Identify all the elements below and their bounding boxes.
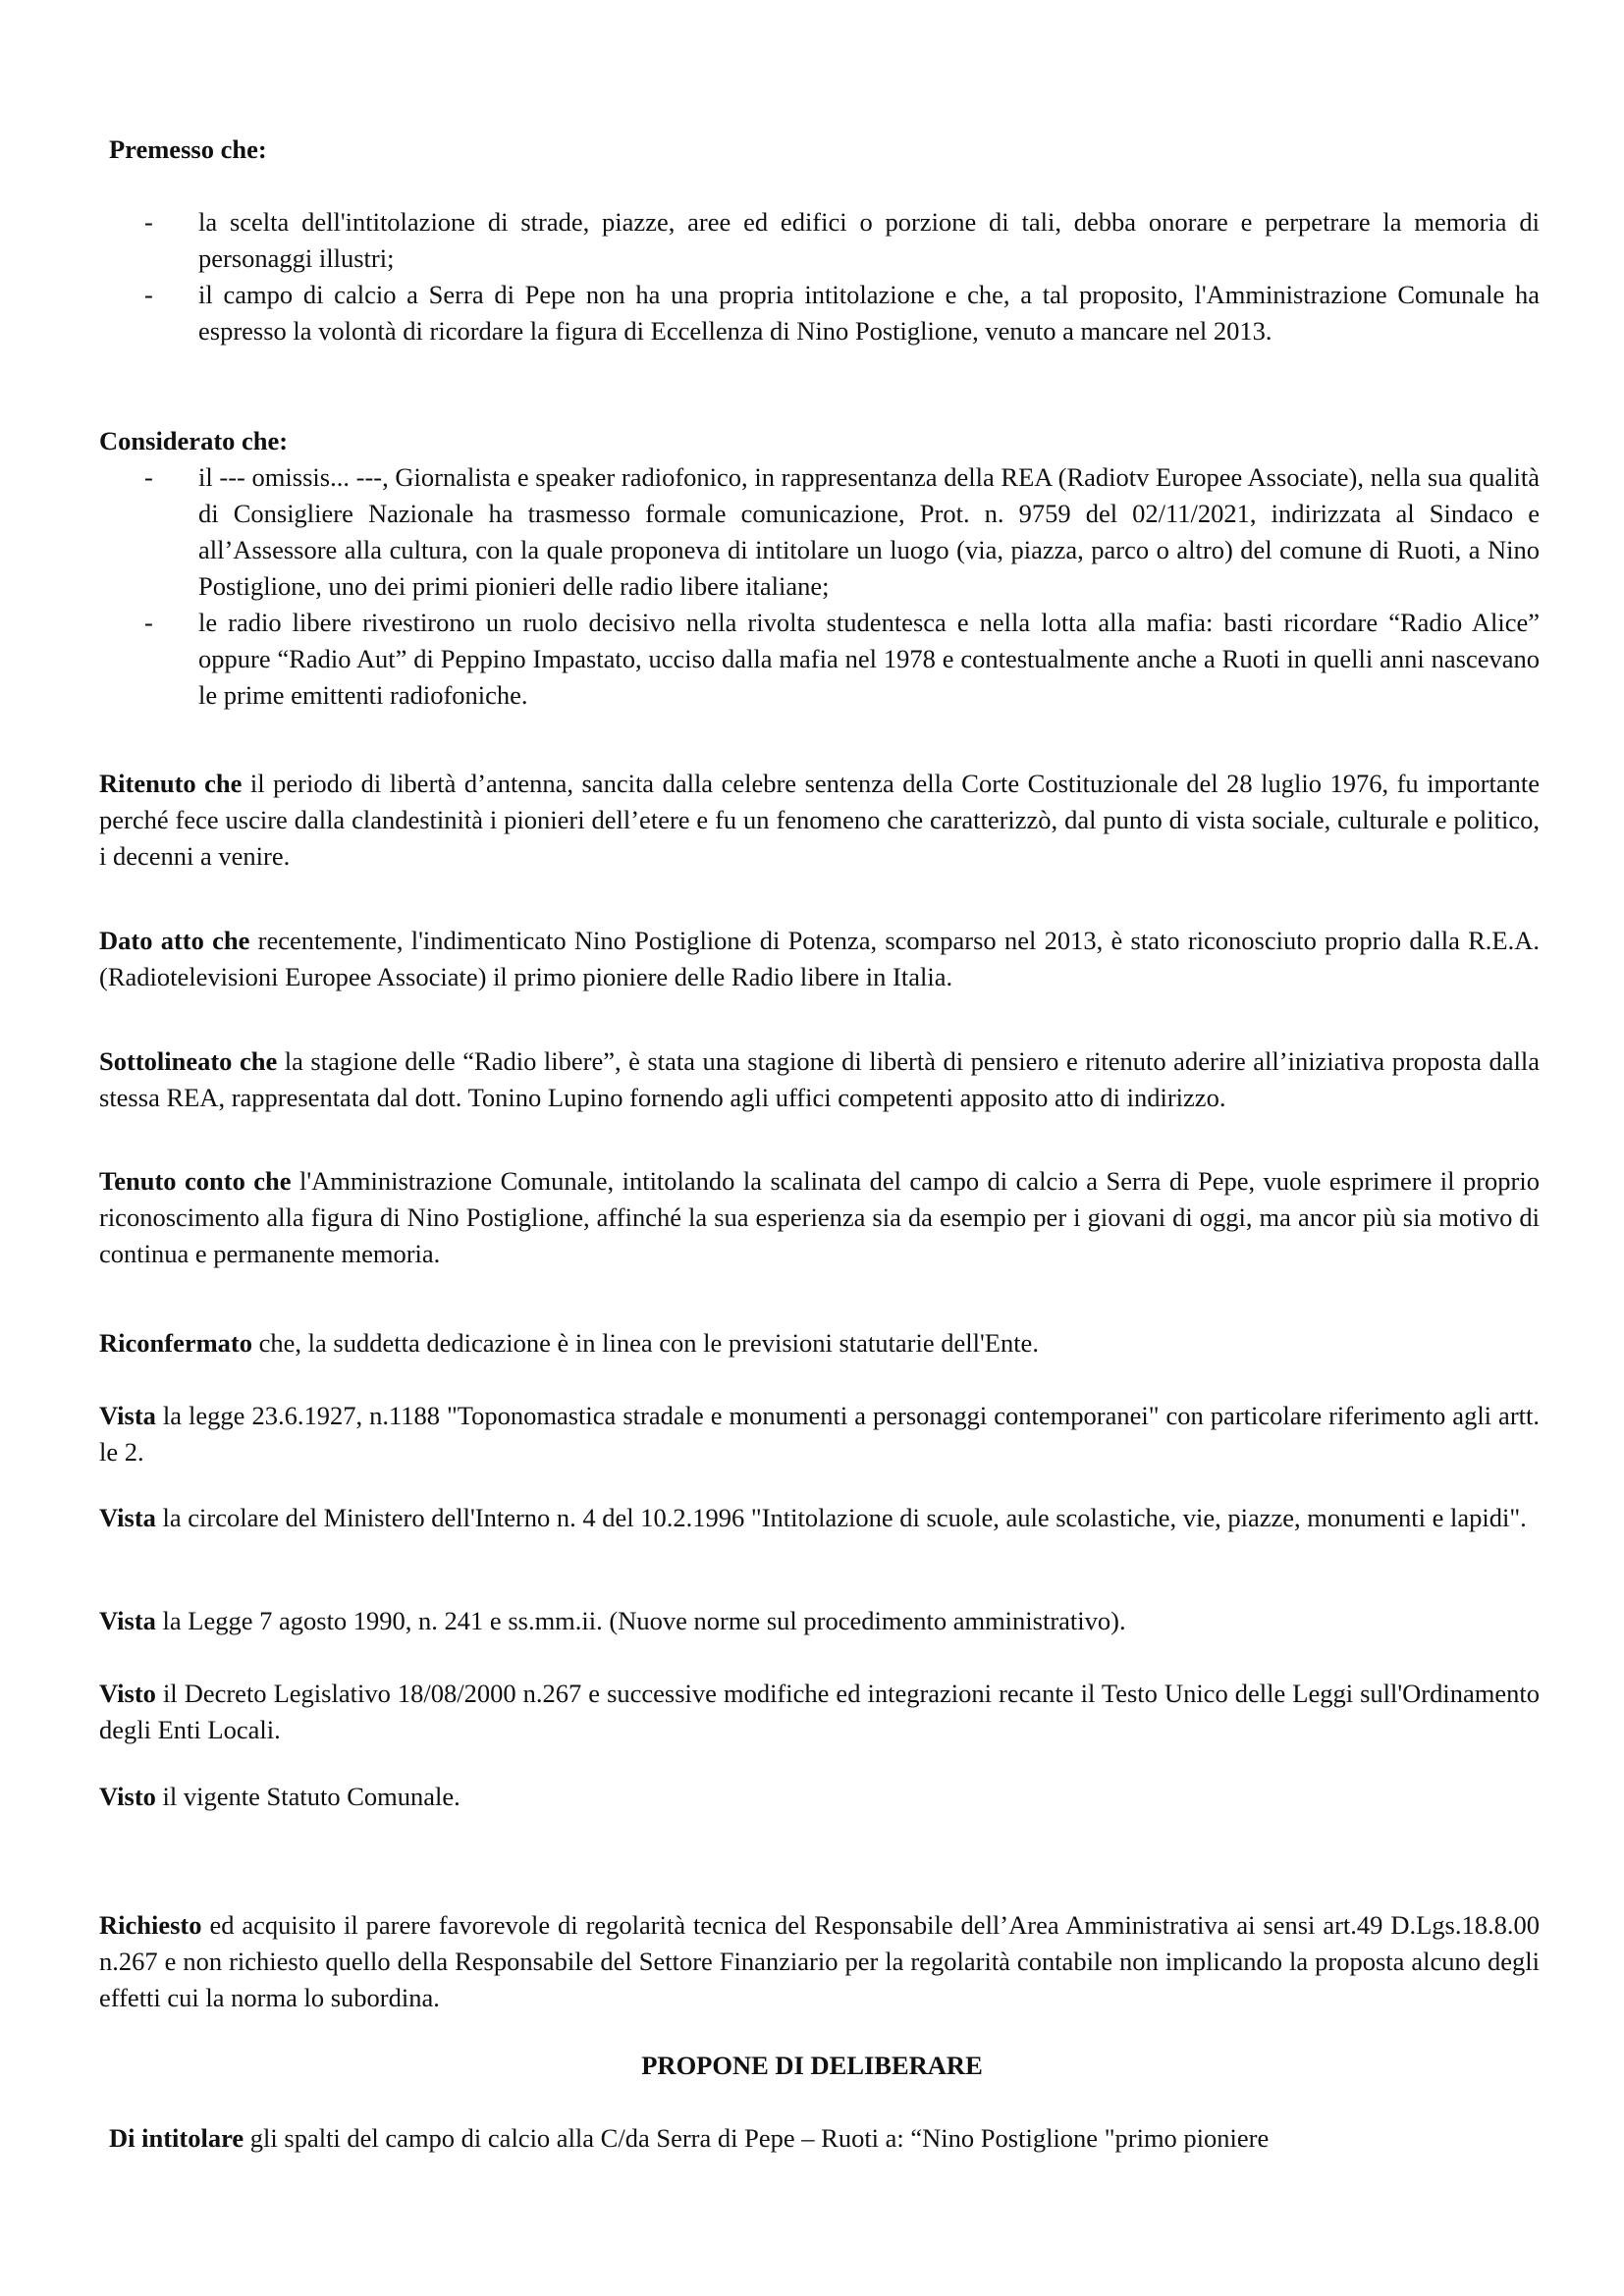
paragraph-text: gli spalti del campo di calcio alla C/da Serra di Pepe – Ruoti a: “Nino Postiglione "primo pioniere: [244, 2123, 1270, 2153]
list-item: [99, 277, 1540, 349]
paragraph-visto-decreto: [99, 1676, 1540, 1748]
propone-title: PROPONE DI DELIBERARE: [641, 2051, 983, 2080]
premesso-heading: Premesso che:: [109, 134, 267, 164]
dash-bullet: -: [144, 207, 153, 237]
paragraph-keyword: Vista: [99, 1503, 156, 1532]
paragraph-text: l'Amministrazione Comunale, intitolando la scalinata del campo di calcio a Serra di Pepe, vuole esprimere il proprio riconoscimento alla figura di Nino Postiglione, affinché la sua esperienza sia da esempio per i giovani di oggi, ma ancor più sia motivo di continua e permanente memoria.: [99, 1166, 1540, 1268]
paragraph-keyword: Tenuto conto che: [99, 1166, 292, 1196]
paragraph-riconfermato: [99, 1325, 1540, 1362]
paragraph-keyword: Riconfermato: [99, 1328, 252, 1358]
paragraph-sottolineato: [99, 1043, 1540, 1116]
paragraph-text: la Legge 7 agosto 1990, n. 241 e ss.mm.ii. (Nuove norme sul procedimento amministrativo).: [155, 1606, 1126, 1635]
paragraph-keyword: Ritenuto che: [99, 769, 243, 798]
paragraph-keyword: Di intitolare: [109, 2123, 244, 2153]
list-item-text: le radio libere rivestirono un ruolo decisivo nella rivolta studentesca e nella lotta alla mafia: basti ricordare “Radio Alice” oppure “Radio Aut” di Peppino Impastato, ucciso dalla mafia nel 1978 e contestualmente anche a Ruoti in quelli anni nascevano le prime emittenti radiofoniche.: [198, 608, 1540, 710]
list-item-text: il --- omissis... ---, Giornalista e speaker radiofonico, in rappresentanza della REA (Radiotv Europee Associate), nella sua qualità di Consigliere Nazionale ha trasmesso formale comunicazione, Prot. n. 9759 del 02/11/2021, indirizzata al Sindaco e all’Assessore alla cultura, con la quale proponeva di intitolare un luogo (via, piazza, parco o altro) del comune di Ruoti, a Nino Postiglione, uno dei primi pionieri delle radio libere italiane;: [198, 462, 1540, 601]
paragraph-text: il periodo di libertà d’antenna, sancita dalla celebre sentenza della Corte Costituzionale del 28 luglio 1976, fu importante perché fece uscire dalla clandestinità i pionieri dell’etere e fu un fenomeno che caratterizzò, dal punto di vista sociale, culturale e politico, i decenni a venire.: [99, 769, 1540, 871]
dash-bullet: -: [144, 462, 153, 492]
paragraph-richiesto: [99, 1907, 1540, 2016]
list-item-text: il campo di calcio a Serra di Pepe non ha una propria intitolazione e che, a tal proposito, l'Amministrazione Comunale ha espresso la volontà di ricordare la figura di Eccellenza di Nino Postiglione, venuto a mancare nel 2013.: [198, 280, 1540, 346]
paragraph-text: il Decreto Legislativo 18/08/2000 n.267 e successive modifiche ed integrazioni recante il Testo Unico delle Leggi sull'Ordinamento degli Enti Locali.: [99, 1679, 1540, 1744]
premesso-list: [99, 204, 1540, 349]
paragraph-text: recentemente, l'indimenticato Nino Postiglione di Potenza, scomparso nel 2013, è stato riconosciuto proprio dalla R.E.A. (Radiotelevisioni Europee Associate) il primo pioniere delle Radio libere in Italia.: [99, 926, 1540, 991]
paragraph-text: la circolare del Ministero dell'Interno n. 4 del 10.2.1996 "Intitolazione di scuole, aule scolastiche, vie, piazze, monumenti e lapidi".: [155, 1503, 1527, 1532]
paragraph-vista-legge-241: [99, 1603, 1540, 1639]
paragraph-tenuto-conto: [99, 1163, 1540, 1272]
paragraph-text: il vigente Statuto Comunale.: [155, 1782, 460, 1811]
list-item-text: la scelta dell'intitolazione di strade, piazze, aree ed edifici o porzione di tali, debba onorare e perpetrare la memoria di personaggi illustri;: [198, 207, 1540, 273]
list-item: [99, 459, 1540, 605]
list-item: [99, 204, 1540, 277]
paragraph-text: la legge 23.6.1927, n.1188 "Toponomastica stradale e monumenti a personaggi contemporanei" con particolare riferimento agli artt. le 2.: [99, 1401, 1540, 1467]
paragraph-text: ed acquisito il parere favorevole di regolarità tecnica del Responsabile dell’Area Amministrativa ai sensi art.49 D.Lgs.18.8.00 n.267 e non richiesto quello della Responsabile del Settore Finanziario per la regolarità contabile non implicando la proposta alcuno degli effetti cui la norma lo subordina.: [99, 1910, 1540, 2012]
paragraph-text: che, la suddetta dedicazione è in linea con le previsioni statutarie dell'Ente.: [252, 1328, 1039, 1358]
paragraph-dato-atto: [99, 923, 1540, 995]
paragraph-ritenuto: [99, 766, 1540, 875]
dash-bullet: -: [144, 280, 153, 309]
paragraph-keyword: Visto: [99, 1679, 156, 1708]
paragraph-keyword: Richiesto: [99, 1910, 202, 1940]
paragraph-keyword: Sottolineato che: [99, 1046, 278, 1076]
paragraph-keyword: Vista: [99, 1606, 156, 1635]
considerato-heading: Considerato che:: [99, 426, 289, 455]
dash-bullet: -: [144, 608, 153, 637]
paragraph-text: la stagione delle “Radio libere”, è stata una stagione di libertà di pensiero e ritenuto aderire all’iniziativa proposta dalla stessa REA, rappresentata dal dott. Tonino Lupino fornendo agli uffici competenti apposito atto di indirizzo.: [99, 1046, 1540, 1112]
considerato-list: [99, 459, 1540, 714]
paragraph-keyword: Visto: [99, 1782, 156, 1811]
paragraph-vista-circolare: [99, 1500, 1540, 1536]
list-item: [99, 605, 1540, 714]
paragraph-vista-legge: [99, 1398, 1540, 1470]
paragraph-di-intitolare: [109, 2120, 1540, 2157]
paragraph-keyword: Dato atto che: [99, 926, 250, 955]
paragraph-visto-statuto: [99, 1779, 1540, 1815]
paragraph-keyword: Vista: [99, 1401, 156, 1430]
